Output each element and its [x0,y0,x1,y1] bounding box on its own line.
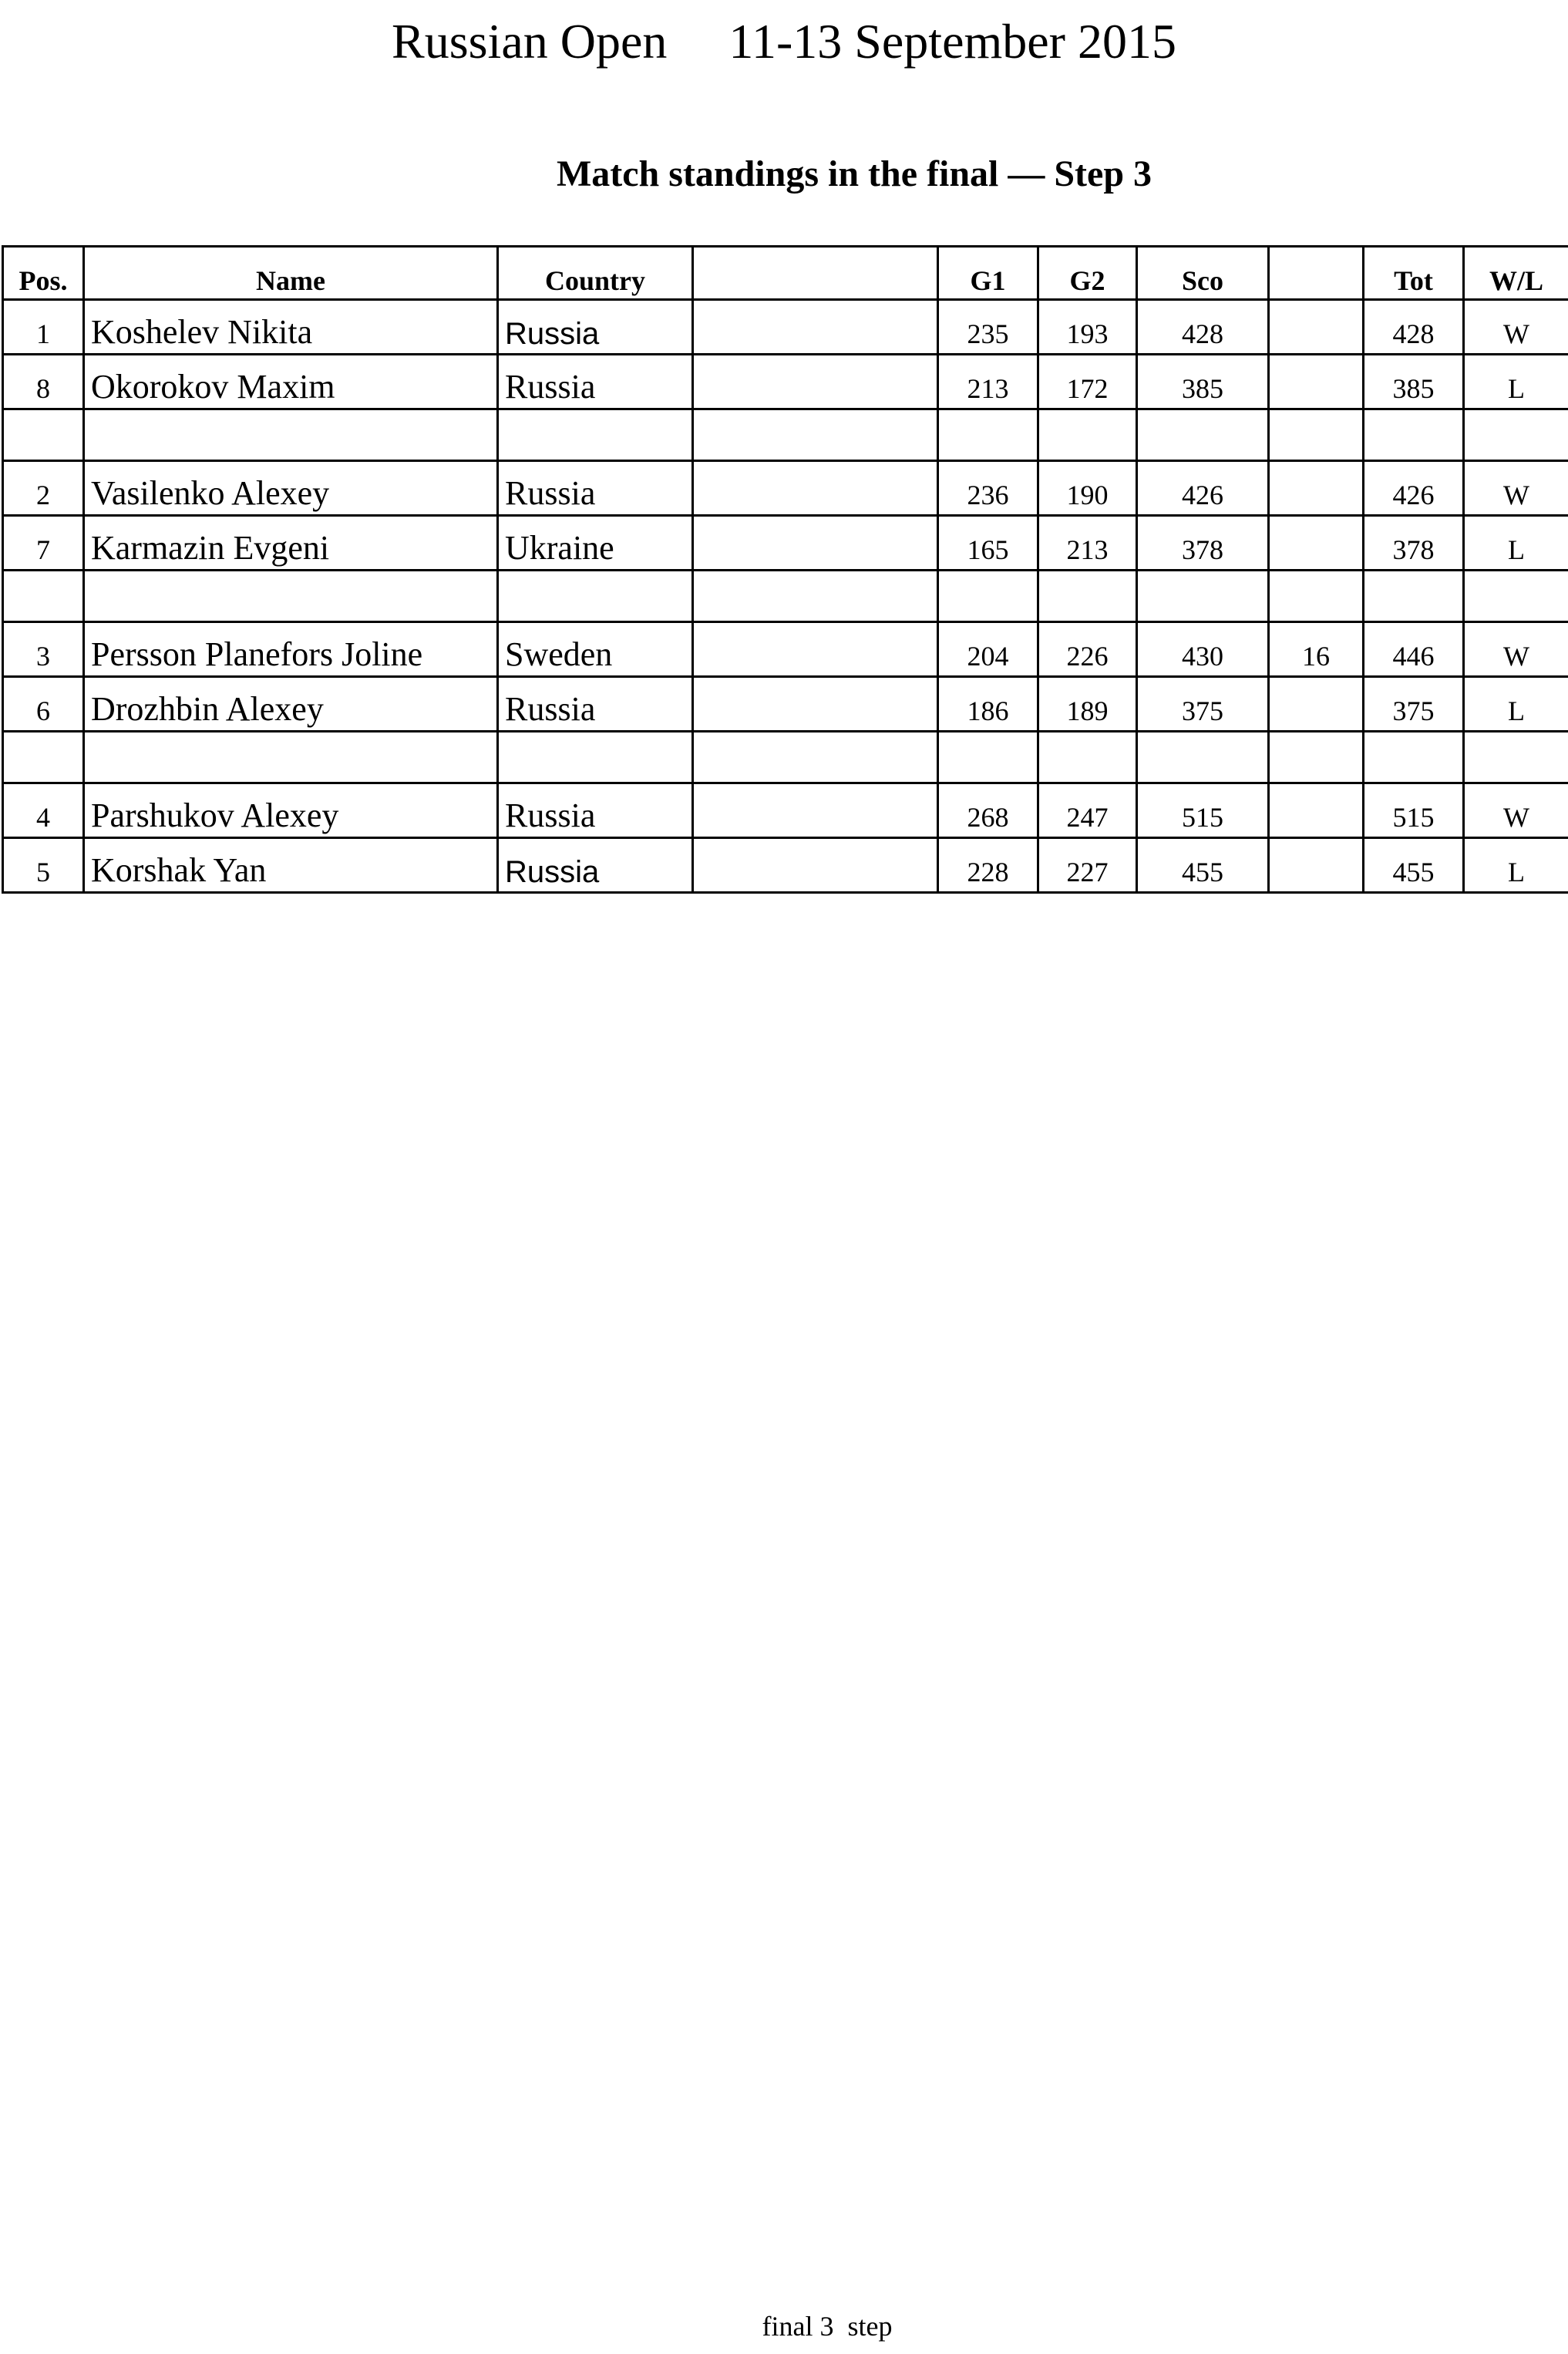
cell-pos: 4 [3,783,84,838]
cell-pos: 8 [3,355,84,409]
table-header-row [3,247,1568,300]
cell-g1: 236 [938,461,1038,516]
cell-tot: 375 [1364,677,1464,732]
cell-pos: 5 [3,838,84,893]
table-row [3,622,1568,677]
col-header-country: Country [498,247,693,300]
cell-blank [693,571,938,622]
cell-sco: 428 [1137,300,1269,355]
cell-pos: 3 [3,622,84,677]
cell-tot: 385 [1364,355,1464,409]
cell-sco: 515 [1137,783,1269,838]
cell-g2 [1038,571,1137,622]
cell-name: Drozhbin Alexey [84,677,498,732]
cell-country: Russia [498,300,693,355]
cell-bonus [1269,409,1364,461]
cell-wl: W [1464,783,1568,838]
cell-name: Parshukov Alexey [84,783,498,838]
cell-blank [693,300,938,355]
cell-g2: 226 [1038,622,1137,677]
cell-blank [693,622,938,677]
cell-g1 [938,732,1038,783]
cell-name [84,409,498,461]
table-row [3,300,1568,355]
col-header-bonus [1269,247,1364,300]
cell-bonus [1269,461,1364,516]
cell-wl: L [1464,516,1568,571]
cell-name: Persson Planefors Joline [84,622,498,677]
cell-sco: 426 [1137,461,1269,516]
cell-wl: W [1464,300,1568,355]
cell-country: Russia [498,783,693,838]
col-header-name: Name [84,247,498,300]
cell-wl [1464,732,1568,783]
cell-pos [3,409,84,461]
cell-g2: 190 [1038,461,1137,516]
cell-sco: 378 [1137,516,1269,571]
cell-wl [1464,409,1568,461]
cell-sco: 430 [1137,622,1269,677]
table-row [3,783,1568,838]
cell-tot [1364,409,1464,461]
col-header-g1: G1 [938,247,1038,300]
cell-country: Ukraine [498,516,693,571]
col-header-sco: Sco [1137,247,1269,300]
cell-bonus [1269,732,1364,783]
page-footer: final 3 step [762,2311,893,2342]
cell-g2: 213 [1038,516,1137,571]
cell-wl: L [1464,838,1568,893]
cell-g2: 193 [1038,300,1137,355]
cell-bonus [1269,571,1364,622]
cell-country [498,732,693,783]
cell-blank [693,355,938,409]
event-name: Russian Open [392,14,668,69]
cell-country: Russia [498,838,693,893]
cell-blank [693,677,938,732]
cell-sco: 385 [1137,355,1269,409]
cell-tot: 515 [1364,783,1464,838]
table-row [3,461,1568,516]
cell-bonus [1269,677,1364,732]
cell-bonus [1269,838,1364,893]
cell-pos [3,571,84,622]
cell-blank [693,732,938,783]
cell-blank [693,783,938,838]
cell-blank [693,461,938,516]
standings-subtitle: Match standings in the final — Step 3 [556,153,1152,194]
cell-wl: L [1464,677,1568,732]
cell-g2: 227 [1038,838,1137,893]
cell-g1 [938,409,1038,461]
page-title [0,11,1568,72]
table-row [3,355,1568,409]
cell-sco: 455 [1137,838,1269,893]
cell-country: Russia [498,677,693,732]
table-row [3,838,1568,893]
cell-g1: 213 [938,355,1038,409]
cell-g1: 268 [938,783,1038,838]
table-row [3,677,1568,732]
cell-tot: 378 [1364,516,1464,571]
cell-country: Russia [498,355,693,409]
cell-g1: 165 [938,516,1038,571]
cell-blank [693,516,938,571]
col-header-wl: W/L [1464,247,1568,300]
cell-sco [1137,732,1269,783]
cell-g2: 247 [1038,783,1137,838]
cell-bonus [1269,783,1364,838]
cell-g1 [938,571,1038,622]
cell-tot: 446 [1364,622,1464,677]
cell-g1: 186 [938,677,1038,732]
cell-g2: 172 [1038,355,1137,409]
cell-sco [1137,571,1269,622]
cell-country: Sweden [498,622,693,677]
cell-pos: 6 [3,677,84,732]
table-row-spacer [3,409,1568,461]
col-header-tot: Tot [1364,247,1464,300]
cell-g2: 189 [1038,677,1137,732]
cell-pos: 7 [3,516,84,571]
cell-name [84,732,498,783]
cell-country: Russia [498,461,693,516]
col-header-pos: Pos. [3,247,84,300]
cell-bonus [1269,355,1364,409]
cell-tot [1364,732,1464,783]
cell-name [84,571,498,622]
col-header-g2: G2 [1038,247,1137,300]
cell-wl: L [1464,355,1568,409]
cell-wl: W [1464,622,1568,677]
cell-bonus [1269,300,1364,355]
cell-wl [1464,571,1568,622]
table-row-spacer [3,571,1568,622]
cell-name: Koshelev Nikita [84,300,498,355]
table-row-spacer [3,732,1568,783]
cell-pos [3,732,84,783]
table-row [3,516,1568,571]
cell-blank [693,409,938,461]
cell-name: Korshak Yan [84,838,498,893]
cell-g1: 228 [938,838,1038,893]
cell-name: Okorokov Maxim [84,355,498,409]
cell-tot: 426 [1364,461,1464,516]
cell-name: Karmazin Evgeni [84,516,498,571]
cell-g1: 235 [938,300,1038,355]
col-header-blank [693,247,938,300]
cell-name: Vasilenko Alexey [84,461,498,516]
cell-sco: 375 [1137,677,1269,732]
cell-pos: 2 [3,461,84,516]
cell-country [498,571,693,622]
cell-tot [1364,571,1464,622]
cell-wl: W [1464,461,1568,516]
cell-bonus [1269,516,1364,571]
cell-blank [693,838,938,893]
cell-sco [1137,409,1269,461]
event-dates: 11-13 September 2015 [728,14,1176,69]
cell-pos: 1 [3,300,84,355]
cell-country [498,409,693,461]
cell-bonus: 16 [1269,622,1364,677]
cell-g2 [1038,732,1137,783]
cell-g1: 204 [938,622,1038,677]
cell-g2 [1038,409,1137,461]
cell-tot: 455 [1364,838,1464,893]
cell-tot: 428 [1364,300,1464,355]
standings-table [2,245,1568,894]
